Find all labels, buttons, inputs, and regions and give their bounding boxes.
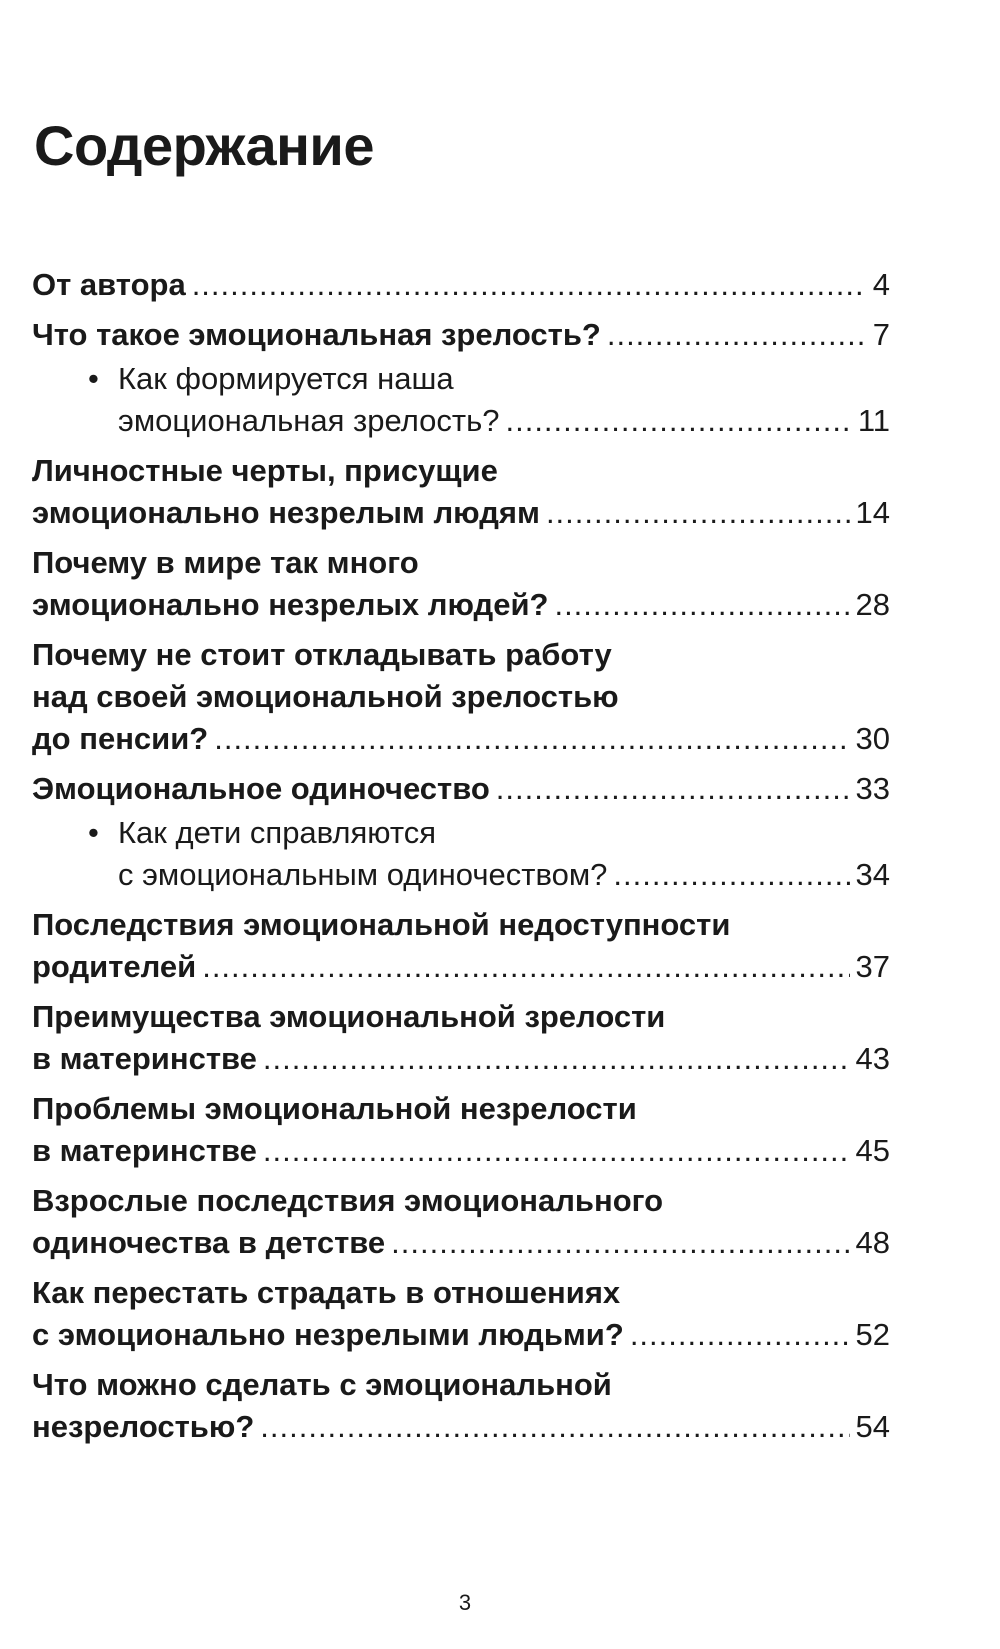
dot-leader bbox=[263, 1038, 850, 1080]
toc-entry-last-line bbox=[32, 314, 890, 356]
toc-page-number: 28 bbox=[855, 587, 890, 622]
toc-page-number: 54 bbox=[855, 1409, 890, 1444]
toc-entry-title: От автора bbox=[32, 267, 186, 302]
toc-entry bbox=[32, 1088, 890, 1172]
dot-leader bbox=[613, 854, 849, 896]
toc-entry-last-line bbox=[32, 584, 890, 626]
toc-entry-line: Последствия эмоциональной недоступности bbox=[32, 907, 731, 942]
dot-leader bbox=[554, 584, 849, 626]
dot-leader bbox=[630, 1314, 850, 1356]
dot-leader bbox=[192, 264, 867, 306]
dot-leader bbox=[263, 1130, 850, 1172]
dot-leader bbox=[607, 314, 867, 356]
toc-entry-title: эмоционально незрелым людям bbox=[32, 495, 540, 530]
toc-entry bbox=[32, 996, 890, 1080]
toc-entry-last-line bbox=[32, 1038, 890, 1080]
toc-entry bbox=[32, 1272, 890, 1356]
toc-subentry bbox=[32, 358, 890, 442]
toc-page-number: 34 bbox=[855, 857, 890, 892]
toc-entry-last-line bbox=[32, 264, 890, 306]
toc-page-number: 33 bbox=[855, 771, 890, 806]
toc-entry-line: Почему в мире так много bbox=[32, 545, 419, 580]
toc-entry-title: в материнстве bbox=[32, 1041, 257, 1076]
toc-entry bbox=[32, 450, 890, 534]
toc-entry-line: Почему не стоит откладывать работу bbox=[32, 637, 612, 672]
toc-page-number: 4 bbox=[872, 267, 890, 302]
toc-entry-line: Как дети справляются bbox=[118, 815, 437, 850]
toc-page-number: 11 bbox=[857, 403, 890, 438]
dot-leader bbox=[391, 1222, 849, 1264]
toc-entry bbox=[32, 634, 890, 760]
toc-subentry bbox=[32, 812, 890, 896]
table-of-contents bbox=[32, 264, 890, 1456]
toc-entry-line: над своей эмоциональной зрелостью bbox=[32, 679, 619, 714]
toc-page-number: 7 bbox=[872, 317, 890, 352]
toc-entry-line: Что можно сделать с эмоциональной bbox=[32, 1367, 612, 1402]
toc-entry-line: Как формируется наша bbox=[118, 361, 454, 396]
toc-page-number: 14 bbox=[855, 495, 890, 530]
toc-entry-title: до пенсии? bbox=[32, 721, 209, 756]
page-footer-number: 3 bbox=[458, 1590, 472, 1615]
toc-entry-title: с эмоционально незрелыми людьми? bbox=[32, 1317, 624, 1352]
dot-leader bbox=[496, 768, 850, 810]
toc-entry-last-line bbox=[118, 854, 890, 896]
toc-page-number: 52 bbox=[855, 1317, 890, 1352]
toc-entry-title: в материнстве bbox=[32, 1133, 257, 1168]
dot-leader bbox=[202, 946, 849, 988]
toc-entry-last-line bbox=[32, 1222, 890, 1264]
toc-entry-last-line bbox=[32, 718, 890, 760]
toc-entry bbox=[32, 264, 890, 306]
toc-entry bbox=[32, 1364, 890, 1448]
toc-page-number: 43 bbox=[855, 1041, 890, 1076]
toc-entry-title: Эмоциональное одиночество bbox=[32, 771, 490, 806]
toc-entry-title: родителей bbox=[32, 949, 197, 984]
toc-entry-last-line bbox=[32, 768, 890, 810]
toc-entry-line: Проблемы эмоциональной незрелости bbox=[32, 1091, 637, 1126]
toc-entry-last-line bbox=[32, 1130, 890, 1172]
dot-leader bbox=[546, 492, 850, 534]
toc-entry bbox=[32, 904, 890, 988]
toc-entry-title: с эмоциональным одиночеством? bbox=[118, 857, 608, 892]
page-title: Содержание bbox=[34, 114, 374, 177]
bullet-icon: • bbox=[88, 361, 99, 396]
toc-entry-last-line bbox=[32, 946, 890, 988]
toc-entry-title: одиночества в детстве bbox=[32, 1225, 386, 1260]
toc-entry-title: незрелостью? bbox=[32, 1409, 255, 1444]
toc-entry-line: Личностные черты, присущие bbox=[32, 453, 498, 488]
toc-entry-title: эмоциональная зрелость? bbox=[118, 403, 500, 438]
toc-entry-last-line bbox=[32, 492, 890, 534]
toc-page-number: 45 bbox=[855, 1133, 890, 1168]
toc-entry-title: Что такое эмоциональная зрелость? bbox=[32, 317, 601, 352]
bullet-icon: • bbox=[88, 815, 99, 850]
toc-entry-last-line bbox=[118, 400, 890, 442]
toc-page-number: 30 bbox=[855, 721, 890, 756]
toc-page-number: 48 bbox=[855, 1225, 890, 1260]
toc-entry-last-line bbox=[32, 1406, 890, 1448]
dot-leader bbox=[214, 718, 849, 760]
dot-leader bbox=[260, 1406, 849, 1448]
toc-entry bbox=[32, 542, 890, 626]
dot-leader bbox=[505, 400, 851, 442]
toc-entry-line: Взрослые последствия эмоционального bbox=[32, 1183, 664, 1218]
toc-entry bbox=[32, 1180, 890, 1264]
toc-entry-title: эмоционально незрелых людей? bbox=[32, 587, 549, 622]
toc-entry bbox=[32, 314, 890, 356]
toc-page-number: 37 bbox=[855, 949, 890, 984]
toc-entry bbox=[32, 768, 890, 810]
toc-entry-line: Как перестать страдать в отношениях bbox=[32, 1275, 621, 1310]
toc-entry-last-line bbox=[32, 1314, 890, 1356]
toc-entry-line: Преимущества эмоциональной зрелости bbox=[32, 999, 666, 1034]
